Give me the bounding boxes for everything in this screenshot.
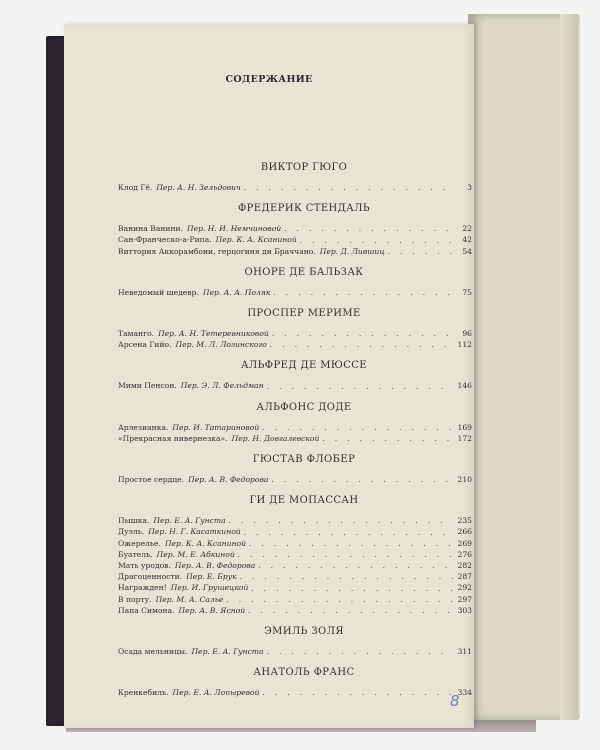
right-page-edge <box>560 14 578 720</box>
entry-translator: Пер. Н. Довгалевской <box>231 433 320 443</box>
entry-translator: Пер. М. А. Салье <box>155 594 224 604</box>
toc-entry <box>118 474 472 485</box>
entry-title: Арлезианка. <box>118 422 169 432</box>
leader-dots <box>248 606 453 616</box>
entry-page: 282 <box>457 561 472 571</box>
toc-entry <box>118 234 472 245</box>
author-heading: АЛЬФРЕД ДЕ МЮССЕ <box>240 360 368 372</box>
entry-translator: Пер. Е. А. Лопыревой <box>172 688 260 698</box>
leader-dots <box>226 595 453 605</box>
entry-page: 54 <box>462 246 472 256</box>
entry-page: 276 <box>457 549 472 559</box>
entry-translator: Пер. А. Н. Зельдович <box>156 183 241 192</box>
library-stamp: 8 <box>450 692 460 710</box>
entry-page: 210 <box>457 475 472 485</box>
entry-title: Сан-Франческо-а-Рипа. <box>118 235 212 245</box>
entry-title: Неведомый шедевр. <box>118 287 199 297</box>
entry-translator: Пер. Е. А. Гунста <box>153 516 226 526</box>
author-heading: ЭМИЛЬ ЗОЛЯ <box>264 626 344 638</box>
entry-translator: Пер. Е. Брук <box>186 572 237 582</box>
left-page <box>64 24 474 728</box>
toc-entry <box>118 380 472 391</box>
leader-dots <box>284 224 453 234</box>
leader-dots <box>300 236 453 246</box>
toc-entry <box>118 287 472 298</box>
entry-title: Кренкебиль. <box>118 688 169 698</box>
toc-entry <box>118 526 472 537</box>
entry-title: «Прекрасная нивернезка». <box>118 433 228 443</box>
entry-translator: Пер. И. Татариновой <box>172 422 260 432</box>
entry-page: 292 <box>457 583 472 593</box>
entry-translator: Пер. Н. Г. Касаткиной <box>148 527 241 537</box>
toc-entry <box>118 560 472 571</box>
entry-page: 269 <box>457 538 472 548</box>
leader-dots <box>267 382 453 392</box>
entry-translator: Пер. Э. Л. Фельдман <box>180 381 264 391</box>
entry-translator: Пер. А. А. Поляк <box>202 287 271 297</box>
entry-translator: Пер. А. В. Федорова <box>174 561 256 571</box>
entry-page: 266 <box>457 527 472 537</box>
entry-page: 235 <box>457 516 472 526</box>
entry-page: 146 <box>457 381 472 391</box>
leader-dots <box>244 183 453 193</box>
entry-page: 172 <box>457 433 472 443</box>
author-heading: АЛЬФОНС ДОДЕ <box>256 401 352 413</box>
toc-entry <box>118 538 472 549</box>
leader-dots <box>322 434 453 444</box>
leader-dots <box>262 423 453 433</box>
entry-title: Папа Симона. <box>118 605 175 615</box>
toc-entry <box>118 246 472 257</box>
entry-page: 96 <box>462 329 472 339</box>
entry-page: 287 <box>457 572 472 582</box>
entry-title: Награжден! <box>118 583 167 593</box>
entry-title: Простое сердце. <box>118 475 185 485</box>
toc-entry <box>118 422 472 433</box>
toc-entry <box>118 328 472 339</box>
leader-dots <box>258 561 453 571</box>
author-heading: ФРЕДЕРИК СТЕНДАЛЬ <box>237 203 371 215</box>
entry-title: Пышка. <box>118 516 150 526</box>
entry-title: Ожерелье. <box>118 538 161 548</box>
toc-entry <box>118 605 472 616</box>
entry-title: Арсена Гийо. <box>118 340 172 350</box>
entry-page: 169 <box>457 422 472 432</box>
entry-title: Драгоценности. <box>118 572 183 582</box>
leader-dots <box>273 288 453 298</box>
leader-dots <box>271 475 453 485</box>
entry-translator: Пер. А. В. Федорова <box>188 475 269 485</box>
leader-dots <box>270 340 453 350</box>
entry-title: Дуэль. <box>118 527 145 537</box>
entry-title: Виттория Аккорамбони, герцогиня ди Браччано. <box>118 246 316 256</box>
toc-entry <box>118 646 472 657</box>
entry-translator: Пер. А. В. Ясной <box>178 605 246 615</box>
entry-page: 22 <box>462 224 472 234</box>
entry-page: 297 <box>457 594 472 604</box>
leader-dots <box>272 329 453 339</box>
entry-title: Мать уродов. <box>118 561 171 571</box>
entry-title: Ванина Ванини. <box>118 224 183 234</box>
entry-translator: Пер. Д. Лившиц <box>319 246 385 256</box>
author-heading: ГЮСТАВ ФЛОБЕР <box>252 454 356 466</box>
page-title: СОДЕРЖАНИЕ <box>225 74 313 85</box>
toc-entry <box>118 182 472 193</box>
entry-page: 311 <box>457 647 472 657</box>
entry-page: 42 <box>462 235 472 245</box>
entry-translator: Пер. Н. И. Немчиновой <box>187 224 282 234</box>
author-heading: ПРОСПЕР МЕРИМЕ <box>247 308 361 320</box>
leader-dots <box>229 516 453 526</box>
entry-title: Осада мельницы. <box>118 647 188 657</box>
leader-dots <box>240 572 453 582</box>
leader-dots <box>249 539 453 549</box>
toc-entry <box>118 582 472 593</box>
table-of-contents <box>118 152 472 698</box>
entry-page: 3 <box>467 183 472 192</box>
entry-title: Мими Пенсон. <box>118 381 177 391</box>
entry-title: Клод Гё. <box>118 183 153 192</box>
leader-dots <box>263 688 453 698</box>
entry-translator: Пер. К. А. Ксаниной <box>215 235 297 245</box>
entry-translator: Пер. А. Н. Тетеревниковой <box>158 329 269 339</box>
entry-translator: Пер. Е. А. Гунста <box>191 647 264 657</box>
author-heading: ГИ ДЕ МОПАССАН <box>249 495 359 507</box>
leader-dots <box>244 528 453 538</box>
entry-translator: Пер. И. Грушецкой <box>170 583 249 593</box>
entry-page: 112 <box>457 340 472 350</box>
entry-page: 303 <box>457 605 472 615</box>
leader-dots <box>267 647 453 657</box>
entry-translator: Пер. М. Е. Абкиной <box>156 549 235 559</box>
leader-dots <box>251 584 453 594</box>
author-heading: ВИКТОР ГЮГО <box>260 162 348 173</box>
toc-entry <box>118 433 472 444</box>
entry-title: В порту. <box>118 594 152 604</box>
entry-title: Таманго. <box>118 329 155 339</box>
toc-entry <box>118 571 472 582</box>
entry-page: 75 <box>462 287 472 297</box>
toc-entry <box>118 339 472 350</box>
toc-entry <box>118 515 472 526</box>
toc-entry <box>118 223 472 234</box>
leader-dots <box>388 247 453 257</box>
entry-translator: Пер. К. А. Ксаниной <box>164 538 247 548</box>
entry-translator: Пер. М. Л. Лозинского <box>175 340 267 350</box>
toc-entry <box>118 549 472 560</box>
entry-title: Буатель. <box>118 549 153 559</box>
author-heading: ОНОРЕ ДЕ БАЛЬЗАК <box>244 266 364 278</box>
toc-entry <box>118 594 472 605</box>
author-heading: АНАТОЛЬ ФРАНС <box>253 667 355 679</box>
leader-dots <box>238 550 453 560</box>
entry-page: 334 <box>457 688 472 698</box>
toc-entry <box>118 687 472 698</box>
